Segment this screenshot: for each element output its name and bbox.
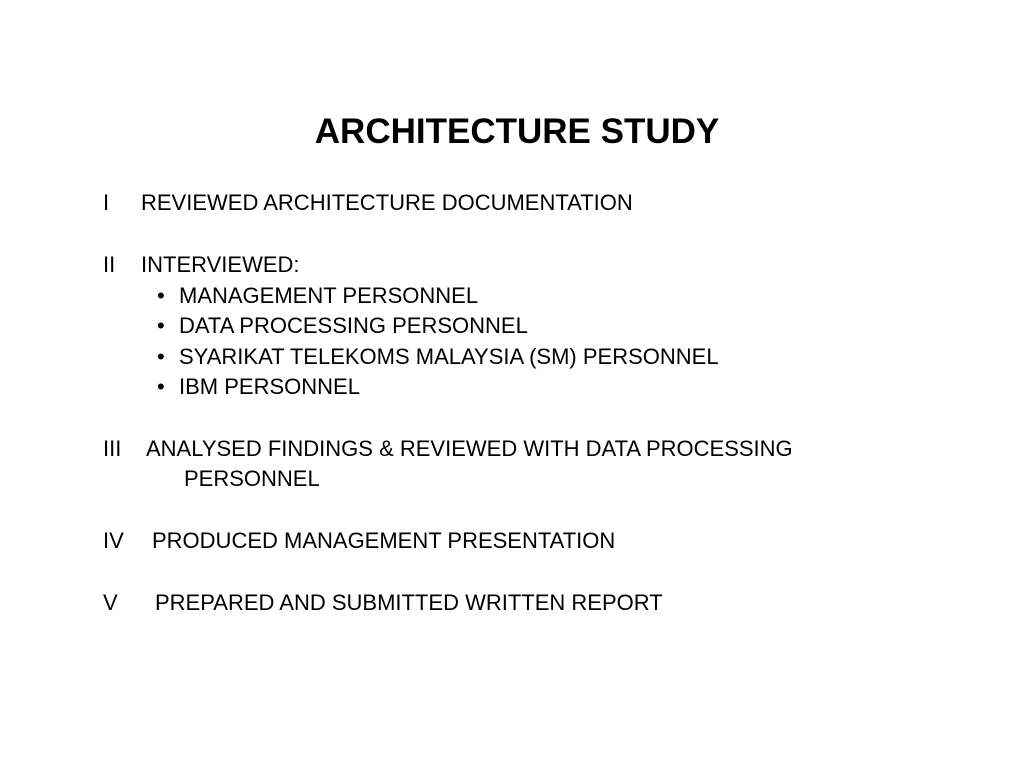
- item-2-text: INTERVIEWED:: [141, 252, 300, 277]
- item-5-numeral: V: [103, 590, 118, 615]
- item-3-continuation: PERSONNEL: [184, 466, 320, 491]
- item-4-numeral: IV: [103, 528, 124, 553]
- item-1-text: REVIEWED ARCHITECTURE DOCUMENTATION: [141, 190, 633, 215]
- item-3-text: ANALYSED FINDINGS & REVIEWED WITH DATA PROCESSING: [146, 436, 793, 461]
- item-2-bullet-1: MANAGEMENT PERSONNEL: [179, 283, 479, 308]
- item-1-numeral: I: [103, 190, 110, 215]
- item-4-text: PRODUCED MANAGEMENT PRESENTATION: [152, 528, 616, 553]
- bullet-dot-icon: •: [157, 313, 165, 338]
- item-3-numeral: III: [103, 436, 122, 461]
- item-2-bullet-4: IBM PERSONNEL: [179, 374, 360, 399]
- item-5-text: PREPARED AND SUBMITTED WRITTEN REPORT: [155, 590, 663, 615]
- item-2-bullet-2: DATA PROCESSING PERSONNEL: [179, 313, 528, 338]
- item-2-numeral: II: [103, 252, 116, 277]
- bullet-dot-icon: •: [157, 374, 165, 399]
- bullet-dot-icon: •: [157, 283, 165, 308]
- bullet-dot-icon: •: [157, 344, 165, 369]
- slide-title: ARCHITECTURE STUDY: [314, 112, 720, 151]
- item-2-bullet-3: SYARIKAT TELEKOMS MALAYSIA (SM) PERSONNEL: [179, 344, 719, 369]
